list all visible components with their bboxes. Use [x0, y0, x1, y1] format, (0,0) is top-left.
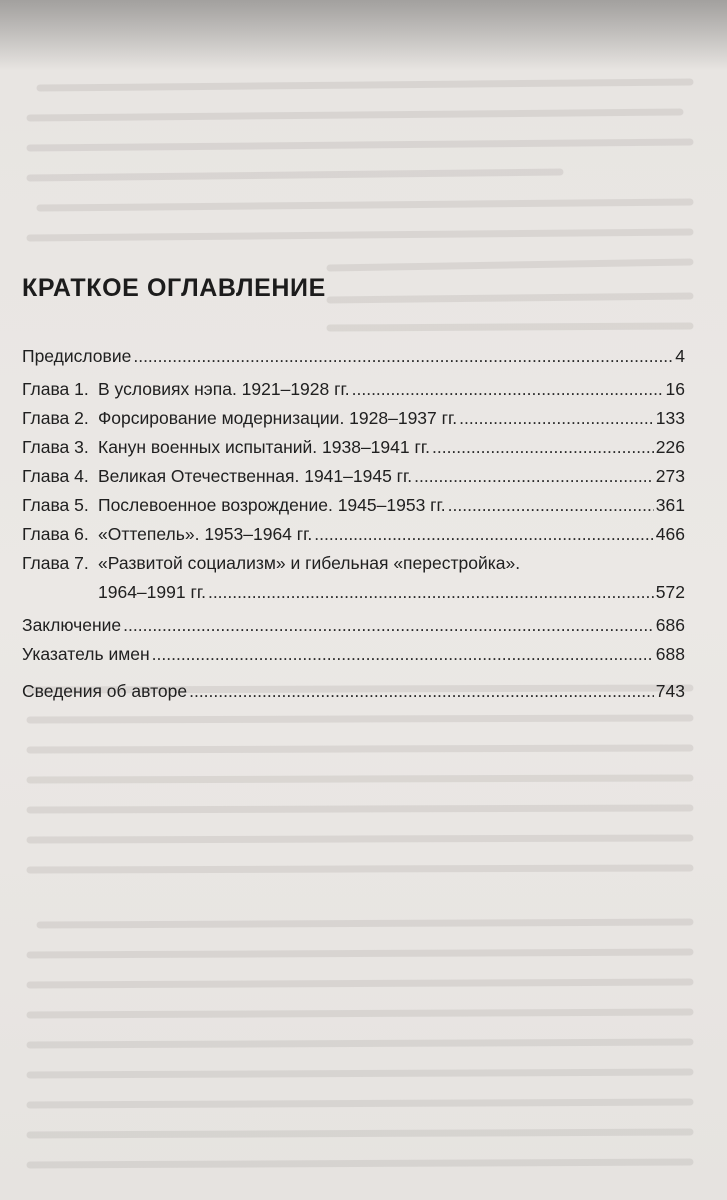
toc-entry-page: 273 [655, 466, 685, 486]
toc-entry-chapter-2 [22, 404, 685, 433]
toc-entry-page: 688 [655, 644, 685, 664]
toc-entry-title: Форсирование модернизации. 1928–1937 гг. [98, 408, 458, 428]
toc-entry-chapter: Глава 6. [22, 524, 89, 544]
toc-entry-chapter-1 [22, 375, 685, 404]
toc-entry-title: Предисловие [22, 346, 132, 366]
toc-entry-chapter: Глава 1. [22, 379, 89, 399]
toc-entry-chapter: Глава 4. [22, 466, 89, 486]
toc-entry-chapter: Глава 3. [22, 437, 89, 457]
table-of-contents [22, 342, 685, 706]
dot-leader [448, 491, 654, 520]
toc-entry-page: 4 [675, 346, 685, 366]
toc-heading: КРАТКОЕ ОГЛАВЛЕНИЕ [22, 274, 326, 302]
dot-leader [152, 640, 654, 669]
top-shadow [0, 0, 727, 70]
toc-entry-conclusion [22, 611, 685, 640]
toc-entry-chapter-3 [22, 433, 685, 462]
toc-entry-page: 686 [655, 615, 685, 635]
toc-entry-title: В условиях нэпа. 1921–1928 гг. [98, 379, 350, 399]
toc-entry-chapter: Глава 2. [22, 408, 89, 428]
toc-entry-page: 466 [655, 524, 685, 544]
toc-entry-page: 743 [655, 681, 685, 701]
dot-leader [352, 375, 664, 404]
toc-entry-row [22, 578, 685, 607]
toc-entry-page: 16 [665, 379, 685, 399]
toc-entry-chapter-7 [22, 549, 685, 607]
dot-leader [414, 462, 654, 491]
toc-entry-title-continued: 1964–1991 гг. [98, 582, 206, 602]
toc-entry-title: Сведения об авторе [22, 681, 188, 701]
dot-leader [459, 404, 654, 433]
toc-entry-page: 226 [655, 437, 685, 457]
toc-entry-name-index [22, 640, 685, 669]
toc-entry-preface [22, 342, 685, 371]
toc-entry-chapter: Глава 7. [22, 553, 89, 573]
toc-entry-chapter-6 [22, 520, 685, 549]
toc-entry-title: Заключение [22, 615, 122, 635]
toc-entry-page: 572 [655, 582, 685, 602]
toc-entry-chapter-4 [22, 462, 685, 491]
dot-leader [208, 578, 654, 607]
dot-leader [123, 611, 654, 640]
toc-entry-row [22, 549, 685, 578]
dot-leader [133, 342, 673, 371]
toc-entry-title: Великая Отечественная. 1941–1945 гг. [98, 466, 413, 486]
toc-entry-title: Указатель имен [22, 644, 150, 664]
dot-leader [189, 677, 654, 706]
toc-entry-page: 133 [655, 408, 685, 428]
toc-entry-title: «Развитой социализм» и гибельная «перестройка». [98, 553, 521, 573]
dot-leader [314, 520, 654, 549]
toc-entry-page: 361 [655, 495, 685, 515]
toc-entry-chapter-5 [22, 491, 685, 520]
toc-entry-chapter: Глава 5. [22, 495, 89, 515]
toc-entry-about-author [22, 677, 685, 706]
toc-entry-title: «Оттепель». 1953–1964 гг. [98, 524, 313, 544]
toc-entry-title: Послевоенное возрождение. 1945–1953 гг. [98, 495, 446, 515]
toc-entry-title: Канун военных испытаний. 1938–1941 гг. [98, 437, 430, 457]
dot-leader [432, 433, 654, 462]
